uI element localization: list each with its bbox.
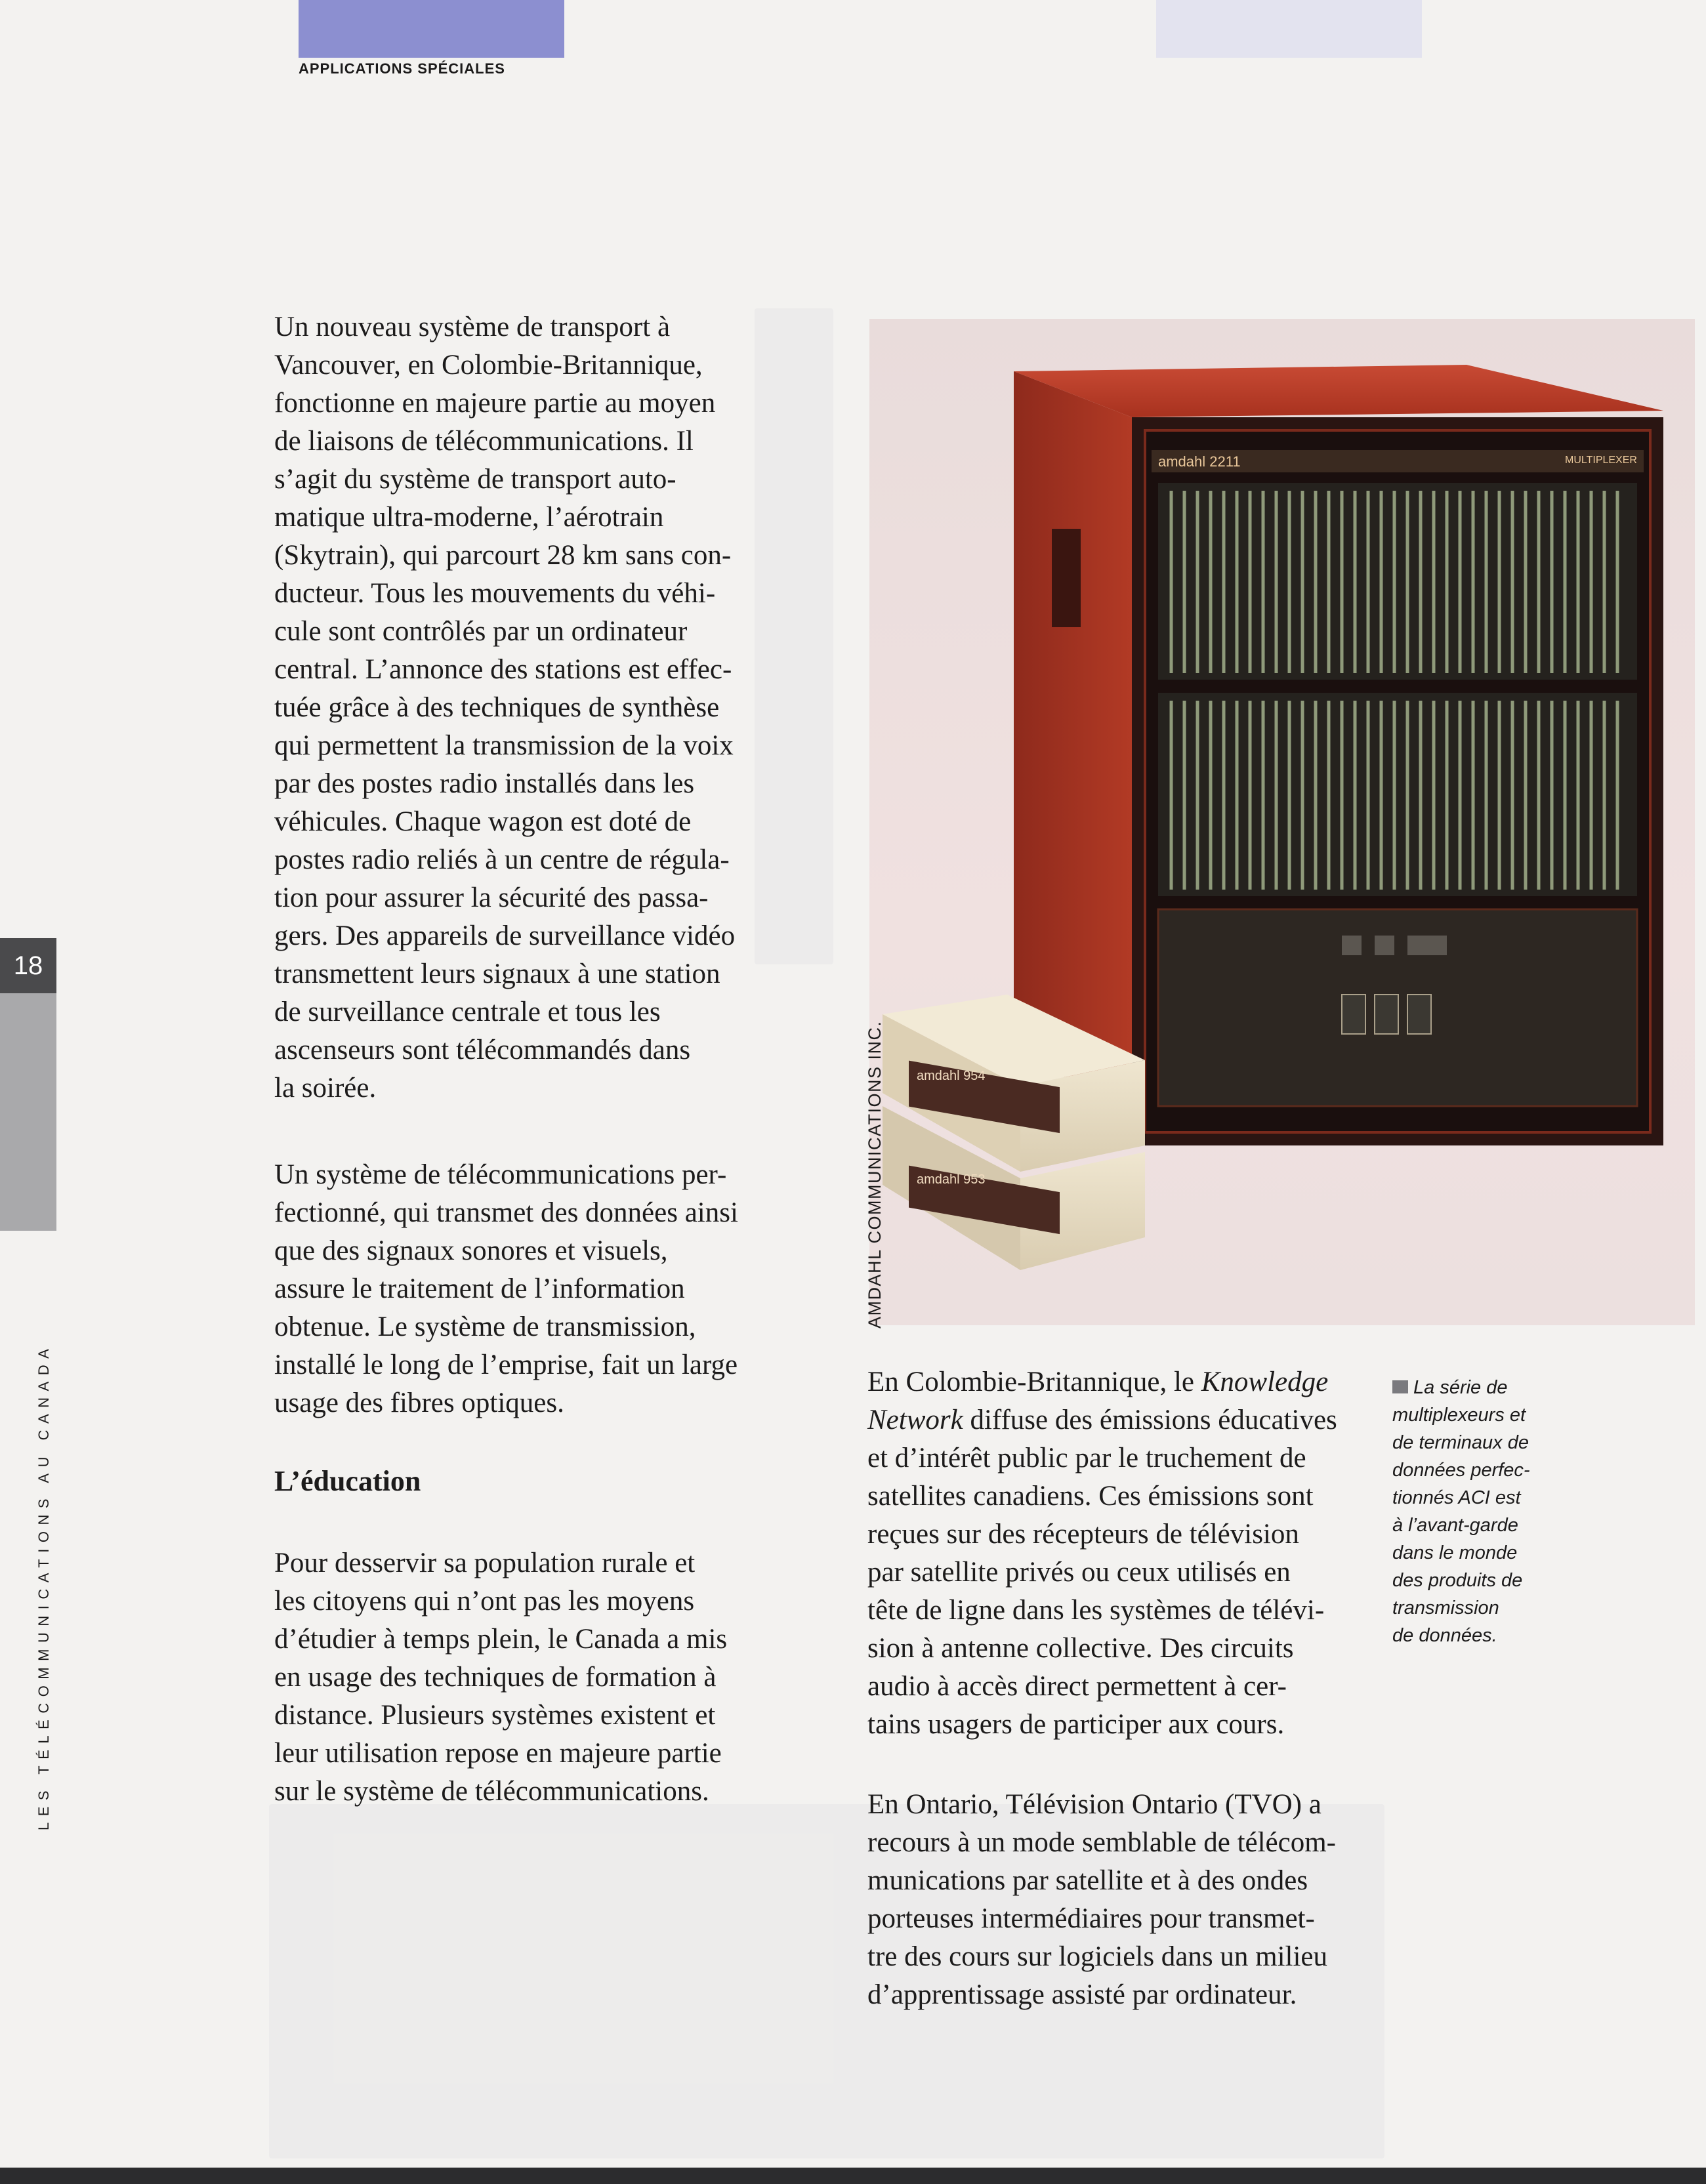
- text-line: ascenseurs sont télécommandés dans: [274, 1035, 691, 1065]
- caption-line: dans le monde: [1392, 1542, 1518, 1563]
- text-line: d’apprentissage assisté par ordinateur.: [867, 1979, 1297, 2010]
- equipment-illustration: [869, 319, 1695, 1325]
- text-line: sur le système de télécommunications.: [274, 1776, 709, 1807]
- text-line: porteuses intermédiaires pour transmet-: [867, 1903, 1315, 1934]
- text-line: Un système de télécommunications per-: [274, 1159, 727, 1190]
- text-line: cule sont contrôlés par un ordinateur: [274, 616, 688, 647]
- text-line: d’étudier à temps plein, le Canada a mis: [274, 1624, 728, 1655]
- text-line: (Skytrain), qui parcourt 28 km sans con-: [274, 540, 732, 571]
- text-line: de surveillance centrale et tous les: [274, 997, 661, 1027]
- paragraph-transmission: [274, 1156, 793, 1422]
- text-line: distance. Plusieurs systèmes existent et: [274, 1700, 716, 1731]
- text-line: Vancouver, en Colombie-Britannique,: [274, 350, 703, 381]
- text-line: En Ontario, Télévision Ontario (TVO) a: [867, 1789, 1321, 1820]
- text-line: leur utilisation repose en majeure partie: [274, 1738, 722, 1769]
- caption-line: transmission: [1392, 1597, 1499, 1618]
- text-line: obtenue. Le système de transmission,: [274, 1311, 696, 1342]
- unit-954-label: amdahl 954: [917, 1069, 986, 1083]
- text-line: audio à accès direct permettent à cer-: [867, 1671, 1287, 1702]
- text-line: central. L’annonce des stations est effec-: [274, 654, 732, 685]
- text-line: reçues sur des récepteurs de télévision: [867, 1519, 1299, 1550]
- text-line: postes radio reliés à un centre de régula-: [274, 844, 730, 875]
- text-line: la soirée.: [274, 1073, 377, 1103]
- text-line: munications par satellite et à des ondes: [867, 1865, 1308, 1896]
- text-line: par satellite privés ou ceux utilisés en: [867, 1557, 1291, 1588]
- network-name: Network: [867, 1405, 963, 1435]
- text-line: les citoyens qui n’ont pas les moyens: [274, 1586, 695, 1617]
- caption-line: données perfec-: [1392, 1460, 1530, 1481]
- text-line: matique ultra-moderne, l’aérotrain: [274, 502, 664, 533]
- text-line: Un nouveau système de transport à: [274, 312, 671, 342]
- side-color-bar: [0, 993, 56, 1231]
- text-line: s’agit du système de transport auto-: [274, 464, 676, 495]
- cabinet-type-label: MULTIPLEXER: [1565, 455, 1637, 466]
- text-line: ducteur. Tous les mouvements du véhi-: [274, 578, 716, 609]
- text-line: gers. Des appareils de surveillance vidéo: [274, 920, 736, 951]
- text-line: usage des fibres optiques.: [274, 1388, 564, 1418]
- caption-line: des produits de: [1392, 1570, 1523, 1591]
- caption-line: de terminaux de: [1392, 1432, 1529, 1453]
- section-heading: L’éducation: [274, 1465, 421, 1497]
- text-line: fectionné, qui transmet des données ainsi: [274, 1197, 738, 1228]
- caption-line: de données.: [1392, 1625, 1497, 1646]
- page-number: 18: [0, 938, 56, 993]
- text-line: tre des cours sur logiciels dans un milieu: [867, 1941, 1327, 1972]
- section-label: APPLICATIONS SPÉCIALES: [299, 60, 505, 77]
- caption-line: [1392, 1374, 1576, 1401]
- text-line: Pour desservir sa population rurale et: [274, 1548, 696, 1578]
- text-line: [867, 1401, 1392, 1439]
- caption-line: tionnés ACI est: [1392, 1487, 1521, 1508]
- caption-bullet-icon: [1392, 1380, 1408, 1393]
- photo-caption: [1392, 1374, 1576, 1649]
- paragraph-tvo: [867, 1786, 1392, 2014]
- text-line: de liaisons de télécommunications. Il: [274, 426, 694, 457]
- caption-line: multiplexeurs et: [1392, 1405, 1526, 1426]
- text-line: tion pour assurer la sécurité des passa-: [274, 882, 709, 913]
- cabinet-handle: [1052, 529, 1081, 627]
- text-line: recours à un mode semblable de télécom-: [867, 1827, 1336, 1858]
- text-line: fonctionne en majeure partie au moyen: [274, 388, 716, 419]
- text-line: véhicules. Chaque wagon est doté de: [274, 806, 692, 837]
- text-line: assure le traitement de l’information: [274, 1273, 685, 1304]
- text-line: installé le long de l’emprise, fait un large: [274, 1350, 738, 1380]
- text-line: qui permettent la transmission de la voix: [274, 730, 734, 761]
- bleed-through-tab: [1156, 0, 1422, 58]
- text-line: et d’intérêt public par le truchement de: [867, 1443, 1306, 1473]
- paragraph-education: [274, 1544, 793, 1811]
- text-line: en usage des techniques de formation à: [274, 1662, 717, 1693]
- cabinet-brand-label: amdahl 2211: [1158, 453, 1241, 470]
- paragraph-knowledge-network: [867, 1363, 1392, 1744]
- scan-bottom-edge: [0, 2168, 1706, 2184]
- text-line: que des signaux sonores et visuels,: [274, 1235, 668, 1266]
- text-span: diffuse des émissions éducatives: [963, 1405, 1337, 1435]
- paragraph-skytrain: [274, 308, 793, 1107]
- text-line: sion à antenne collective. Des circuits: [867, 1633, 1294, 1664]
- text-line: tuée grâce à des techniques de synthèse: [274, 692, 720, 723]
- equipment-photo: [869, 319, 1695, 1325]
- text-span: En Colombie-Britannique, le: [867, 1367, 1201, 1397]
- caption-text: La série de: [1413, 1377, 1508, 1398]
- text-line: par des postes radio installés dans les: [274, 768, 695, 799]
- unit-953-label: amdahl 953: [917, 1172, 986, 1187]
- section-color-tab: [299, 0, 564, 58]
- running-title: LES TÉLÉCOMMUNICATIONS AU CANADA: [35, 1342, 52, 1830]
- text-line: tains usagers de participer aux cours.: [867, 1709, 1285, 1740]
- card-rack-lower: [1158, 693, 1637, 896]
- text-line: [867, 1363, 1392, 1401]
- caption-line: à l’avant-garde: [1392, 1515, 1518, 1536]
- text-line: satellites canadiens. Ces émissions sont: [867, 1481, 1314, 1512]
- text-line: transmettent leurs signaux à une station: [274, 958, 720, 989]
- power-drawer: [1158, 909, 1637, 1106]
- network-name: Knowledge: [1201, 1367, 1329, 1397]
- card-rack-upper: [1158, 483, 1637, 680]
- photo-credit: AMDAHL COMMUNICATIONS INC.: [865, 1020, 884, 1329]
- text-line: tête de ligne dans les systèmes de télévi-: [867, 1595, 1325, 1626]
